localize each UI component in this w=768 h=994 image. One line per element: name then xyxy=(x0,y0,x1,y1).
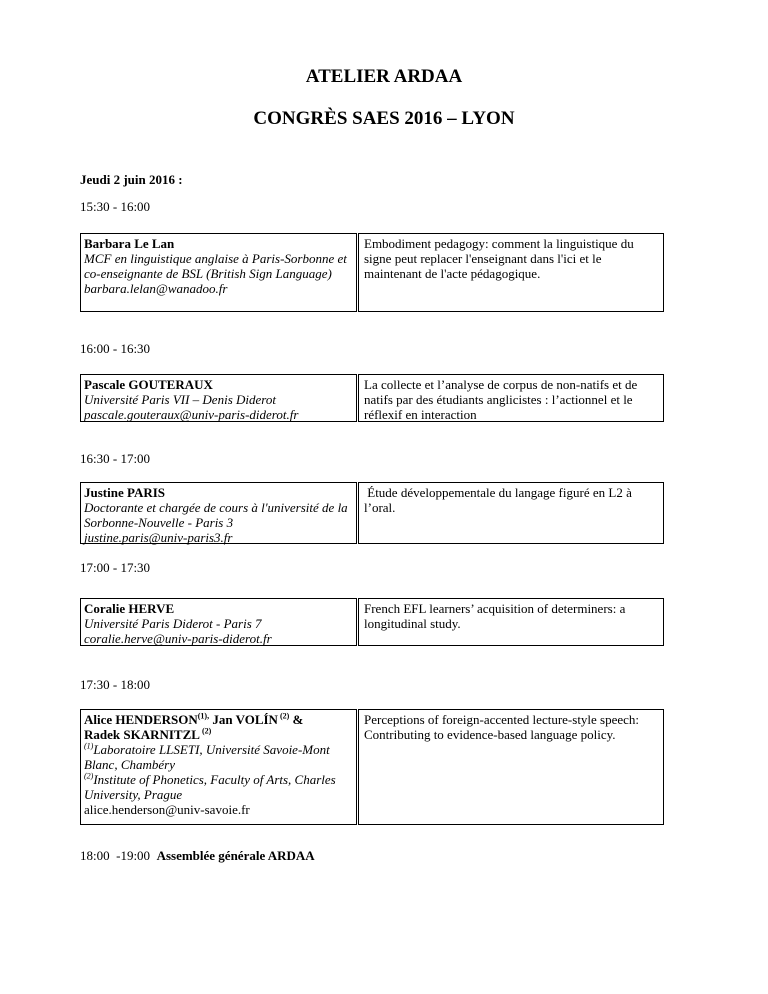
author-3-ref: (2) xyxy=(199,726,212,736)
talk-title: Embodiment pedagogy: comment la linguistique du signe peut replacer l'enseignant dans l'ici et le maintenant de l'acte pédagogique. xyxy=(364,236,634,281)
talk-title-box-2 xyxy=(358,374,664,422)
ampersand: & xyxy=(289,712,304,727)
time-slot-2: 16:00 - 16:30 xyxy=(80,341,151,356)
speaker-email: coralie.herve@univ-paris-diderot.fr xyxy=(84,631,272,646)
speaker-affiliation: Université Paris Diderot - Paris 7 xyxy=(84,616,262,631)
speaker-box-3 xyxy=(80,482,357,544)
talk-title: Étude développementale du langage figuré en L2 à l’oral. xyxy=(364,485,636,515)
affiliation-2 xyxy=(84,772,353,802)
speaker-box-2 xyxy=(80,374,357,422)
session-date: Jeudi 2 juin 2016 : xyxy=(80,172,183,187)
speaker-name: Barbara Le Lan xyxy=(84,236,175,251)
talk-title: La collecte et l’analyse de corpus de non-natifs et de natifs par des étudiants anglicistes : l’actionnel et le réflexif en interaction xyxy=(364,377,638,422)
speaker-name: Justine PARIS xyxy=(84,485,166,500)
closing-label: Assemblée générale ARDAA xyxy=(156,848,315,863)
speaker-email: alice.henderson@univ-savoie.fr xyxy=(84,802,250,817)
talk-title: Perceptions of foreign-accented lecture-style speech: Contributing to evidence-based language policy. xyxy=(364,712,640,742)
page-title: ATELIER ARDAA xyxy=(305,66,463,87)
affiliation-2-ref: (2) xyxy=(84,771,94,781)
affiliation-2-text: Institute of Phonetics, Faculty of Arts, Charles University, Prague xyxy=(84,772,336,802)
affiliation-1-text: Laboratoire LLSETI, Université Savoie-Mont Blanc, Chambéry xyxy=(84,742,330,772)
speaker-box-5 xyxy=(80,709,357,825)
speaker-email: justine.paris@univ-paris3.fr xyxy=(84,530,233,545)
speaker-names xyxy=(84,712,353,742)
talk-title-box-4 xyxy=(358,598,664,646)
talk-title-box-1 xyxy=(358,233,664,312)
speaker-box-4 xyxy=(80,598,357,646)
affiliation-1-ref: (1) xyxy=(84,741,94,751)
speaker-name: Coralie HERVE xyxy=(84,601,175,616)
author-1: Alice HENDERSON xyxy=(84,712,198,727)
speaker-affiliation: Université Paris VII – Denis Diderot xyxy=(84,392,276,407)
author-2-ref: (2) xyxy=(277,711,290,721)
speaker-affiliation: Doctorante et chargée de cours à l'université de la Sorbonne-Nouvelle - Paris 3 xyxy=(84,500,348,530)
author-3: Radek SKARNITZL xyxy=(84,727,200,742)
author-2: Jan VOLÍN xyxy=(209,712,278,727)
talk-title-box-3 xyxy=(358,482,664,544)
time-slot-5: 17:30 - 18:00 xyxy=(80,677,151,692)
speaker-affiliation: MCF en linguistique anglaise à Paris-Sorbonne et co-enseignante de BSL (British Sign Language) xyxy=(84,251,347,281)
speaker-box-1 xyxy=(80,233,357,312)
talk-title-box-5 xyxy=(358,709,664,825)
time-slot-1: 15:30 - 16:00 xyxy=(80,199,151,214)
closing-time: 18:00 -19:00 xyxy=(80,848,157,863)
page-subtitle: CONGRÈS SAES 2016 – LYON xyxy=(253,108,515,129)
speaker-email: barbara.lelan@wanadoo.fr xyxy=(84,281,228,296)
talk-title: French EFL learners’ acquisition of determiners: a longitudinal study. xyxy=(364,601,626,631)
time-slot-3: 16:30 - 17:00 xyxy=(80,451,151,466)
speaker-name: Pascale GOUTERAUX xyxy=(84,377,213,392)
time-slot-4: 17:00 - 17:30 xyxy=(80,560,151,575)
speaker-email: pascale.gouteraux@univ-paris-diderot.fr xyxy=(84,407,299,422)
closing-session xyxy=(80,848,315,864)
author-1-ref: (1), xyxy=(197,711,210,721)
affiliation-1 xyxy=(84,742,353,772)
